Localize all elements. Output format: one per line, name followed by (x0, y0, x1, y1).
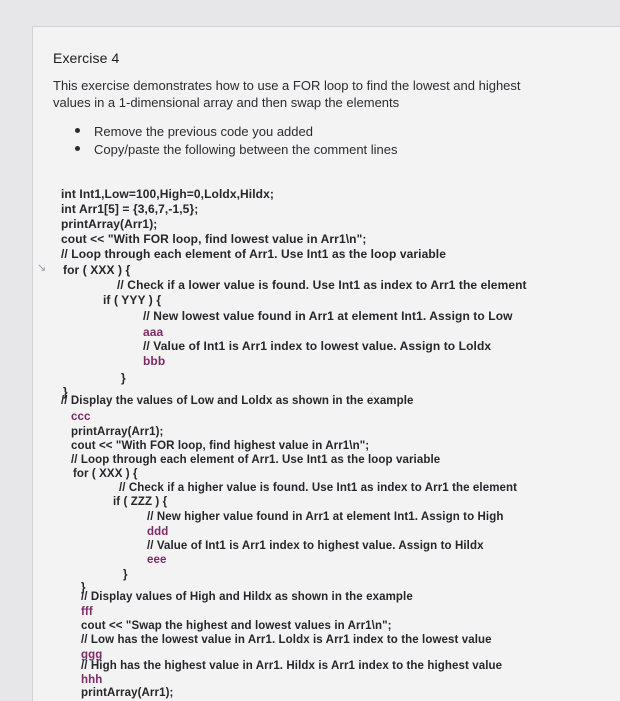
code-line: // Value of Int1 is Arr1 index to lowest value. Assign to Loldx (143, 339, 492, 353)
code-line: for ( XXX ) { (63, 263, 131, 277)
placeholder-text: aaa (143, 325, 164, 339)
code-line: // New higher value found in Arr1 at element Int1. Assign to High (147, 511, 504, 523)
code-line: // Check if a higher value is found. Use Int1 as index to Arr1 the element (119, 482, 518, 494)
placeholder-text: ccc (71, 411, 91, 423)
code-line: // High has the highest value in Arr1. Hildx is Arr1 index to the highest value (81, 660, 503, 672)
bullet-dot (75, 128, 80, 133)
code-line: // New lowest value found in Arr1 at element Int1. Assign to Low (143, 309, 513, 323)
code-line: cout << "Swap the highest and lowest values in Arr1\n"; (81, 620, 392, 632)
bullet-text: Copy/paste the following between the comment lines (94, 142, 398, 157)
bullet-text: Remove the previous code you added (94, 124, 313, 139)
bullet-dot (75, 146, 80, 151)
code-line: // Display the values of Low and Loldx as shown in the example (61, 395, 414, 407)
closing-brace: } (121, 371, 126, 385)
placeholder-text: hhh (81, 674, 103, 686)
code-line: // Value of Int1 is Arr1 index to highest value. Assign to Hildx (147, 540, 484, 552)
code-line: // Display values of High and Hildx as shown in the example (81, 591, 413, 603)
document-page (32, 26, 620, 701)
code-line: if ( ZZZ ) { (113, 496, 168, 508)
placeholder-text: fff (81, 606, 93, 618)
bullet-item (75, 124, 313, 139)
code-line: for ( XXX ) { (73, 468, 138, 480)
code-line: int Int1,Low=100,High=0,Loldx,Hildx; (61, 187, 274, 201)
code-line: printArray(Arr1); (61, 217, 158, 231)
code-line: // Check if a lower value is found. Use Int1 as index to Arr1 the element (117, 278, 527, 292)
code-line: cout << "With FOR loop, find highest value in Arr1\n"; (71, 440, 370, 452)
code-line: // Low has the lowest value in Arr1. Loldx is Arr1 index to the lowest value (81, 634, 492, 646)
code-line: int Arr1[5] = {3,6,7,-1,5}; (61, 202, 199, 216)
code-line: printArray(Arr1); (71, 426, 164, 438)
code-line: // Loop through each element of Arr1. Use Int1 as the loop variable (71, 454, 441, 466)
closing-brace: } (123, 569, 128, 581)
code-line: // Loop through each element of Arr1. Use Int1 as the loop variable (61, 247, 446, 261)
bullet-item (75, 142, 398, 157)
code-line: cout << "With FOR loop, find lowest value in Arr1\n"; (61, 232, 367, 246)
placeholder-text: bbb (143, 354, 166, 368)
code-line: if ( YYY ) { (103, 293, 162, 307)
closing-brace: } (81, 582, 86, 594)
intro-line-1: This exercise demonstrates how to use a FOR loop to find the lowest and highest (53, 78, 521, 93)
code-line: printArray(Arr1); (81, 687, 174, 699)
margin-tick-mark: ↘ (37, 262, 47, 274)
placeholder-text: ddd (147, 526, 169, 538)
placeholder-text: eee (147, 554, 167, 566)
exercise-title: Exercise 4 (53, 50, 120, 66)
intro-line-2: values in a 1-dimensional array and then swap the elements (53, 95, 400, 110)
placeholder-text: ggg (81, 649, 103, 661)
closing-brace: } (63, 385, 68, 399)
